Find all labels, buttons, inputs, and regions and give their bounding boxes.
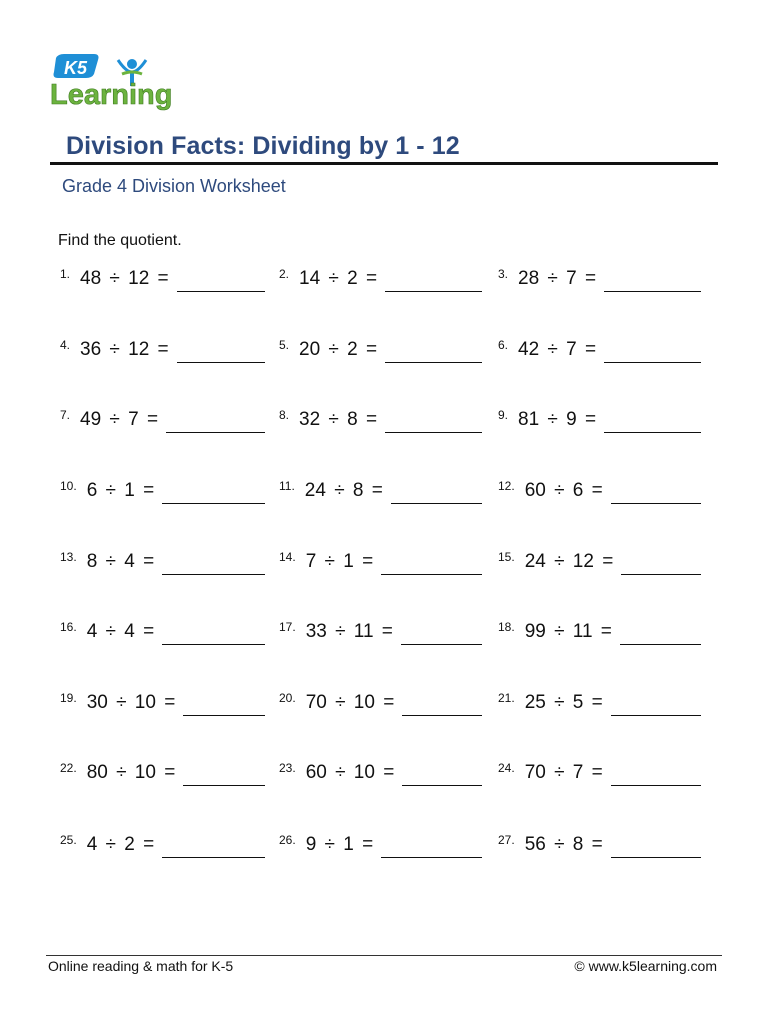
problem-item bbox=[60, 834, 265, 864]
problem-expression: 6 ÷ 1 = bbox=[86, 480, 155, 501]
problem-item bbox=[279, 692, 482, 722]
problem-expression: 28 ÷ 7 = bbox=[518, 268, 597, 289]
problem-number: 22. bbox=[60, 761, 77, 775]
problem-expression: 24 ÷ 12 = bbox=[524, 551, 614, 572]
problem-item bbox=[498, 480, 701, 510]
problem-expression: 81 ÷ 9 = bbox=[518, 409, 597, 430]
answer-blank[interactable] bbox=[402, 784, 482, 786]
problem-number: 1. bbox=[60, 267, 71, 281]
problem-expression: 80 ÷ 10 = bbox=[86, 762, 176, 783]
problem-expression: 49 ÷ 7 = bbox=[80, 409, 159, 430]
problem-item bbox=[60, 339, 265, 369]
problem-expression: 42 ÷ 7 = bbox=[518, 339, 597, 360]
problem-expression: 8 ÷ 4 = bbox=[86, 551, 155, 572]
problem-number: 3. bbox=[498, 267, 509, 281]
problem-number: 10. bbox=[60, 479, 77, 493]
answer-blank[interactable] bbox=[385, 361, 482, 363]
answer-blank[interactable] bbox=[381, 856, 482, 858]
problem-item bbox=[60, 551, 265, 581]
problem-number: 25. bbox=[60, 833, 77, 847]
problem-item bbox=[60, 409, 265, 439]
problem-number: 15. bbox=[498, 550, 515, 564]
problem-item bbox=[498, 268, 701, 298]
k5-learning-logo bbox=[48, 52, 188, 112]
problem-expression: 60 ÷ 10 = bbox=[305, 762, 395, 783]
footer-tagline: Online reading & math for K-5 bbox=[48, 958, 234, 974]
problem-expression: 20 ÷ 2 = bbox=[299, 339, 378, 360]
problem-number: 5. bbox=[279, 338, 290, 352]
answer-blank[interactable] bbox=[385, 431, 482, 433]
problem-expression: 48 ÷ 12 = bbox=[80, 268, 169, 289]
problem-expression: 60 ÷ 6 = bbox=[524, 480, 603, 501]
problem-item bbox=[60, 762, 265, 792]
problem-item bbox=[279, 409, 482, 439]
answer-blank[interactable] bbox=[183, 714, 265, 716]
answer-blank[interactable] bbox=[620, 643, 701, 645]
answer-blank[interactable] bbox=[162, 643, 265, 645]
answer-blank[interactable] bbox=[621, 573, 701, 575]
answer-blank[interactable] bbox=[162, 573, 265, 575]
footer-website: © www.k5learning.com bbox=[574, 958, 717, 974]
answer-blank[interactable] bbox=[162, 502, 265, 504]
worksheet-title: Division Facts: Dividing by 1 - 12 bbox=[66, 132, 460, 160]
problem-number: 14. bbox=[279, 550, 296, 564]
problem-number: 2. bbox=[279, 267, 290, 281]
problem-expression: 4 ÷ 4 = bbox=[86, 621, 155, 642]
problem-item bbox=[279, 621, 482, 651]
answer-blank[interactable] bbox=[162, 856, 265, 858]
problem-number: 12. bbox=[498, 479, 515, 493]
problem-expression: 70 ÷ 10 = bbox=[305, 692, 395, 713]
problem-item bbox=[279, 268, 482, 298]
problem-item bbox=[60, 268, 265, 298]
answer-blank[interactable] bbox=[611, 856, 701, 858]
problem-expression: 9 ÷ 1 = bbox=[305, 834, 374, 855]
problem-expression: 25 ÷ 5 = bbox=[524, 692, 603, 713]
problem-item bbox=[498, 551, 701, 581]
problem-item bbox=[60, 621, 265, 651]
problem-item bbox=[279, 834, 482, 864]
problem-item bbox=[279, 480, 482, 510]
answer-blank[interactable] bbox=[402, 714, 482, 716]
problem-expression: 99 ÷ 11 = bbox=[524, 621, 612, 642]
problem-number: 20. bbox=[279, 691, 296, 705]
problem-number: 17. bbox=[279, 620, 296, 634]
problem-item bbox=[60, 480, 265, 510]
problem-expression: 30 ÷ 10 = bbox=[86, 692, 176, 713]
answer-blank[interactable] bbox=[166, 431, 265, 433]
answer-blank[interactable] bbox=[391, 502, 482, 504]
problem-item bbox=[279, 762, 482, 792]
answer-blank[interactable] bbox=[381, 573, 482, 575]
problem-item bbox=[498, 621, 701, 651]
problem-number: 9. bbox=[498, 408, 509, 422]
problem-expression: 7 ÷ 1 = bbox=[305, 551, 374, 572]
problem-item bbox=[498, 762, 701, 792]
answer-blank[interactable] bbox=[183, 784, 265, 786]
answer-blank[interactable] bbox=[385, 290, 482, 292]
problem-item bbox=[279, 339, 482, 369]
problem-expression: 32 ÷ 8 = bbox=[299, 409, 378, 430]
answer-blank[interactable] bbox=[177, 290, 265, 292]
problem-expression: 14 ÷ 2 = bbox=[299, 268, 378, 289]
problem-expression: 56 ÷ 8 = bbox=[524, 834, 603, 855]
problem-number: 27. bbox=[498, 833, 515, 847]
problem-number: 4. bbox=[60, 338, 71, 352]
problem-number: 16. bbox=[60, 620, 77, 634]
problem-item bbox=[498, 692, 701, 722]
answer-blank[interactable] bbox=[401, 643, 482, 645]
problem-expression: 36 ÷ 12 = bbox=[80, 339, 169, 360]
problem-number: 19. bbox=[60, 691, 77, 705]
answer-blank[interactable] bbox=[604, 361, 701, 363]
problem-number: 11. bbox=[279, 479, 295, 493]
problem-item bbox=[279, 551, 482, 581]
problem-expression: 33 ÷ 11 = bbox=[305, 621, 393, 642]
problem-item bbox=[60, 692, 265, 722]
problem-expression: 70 ÷ 7 = bbox=[524, 762, 603, 783]
problem-number: 21. bbox=[498, 691, 515, 705]
problem-number: 18. bbox=[498, 620, 515, 634]
problem-item bbox=[498, 409, 701, 439]
logo-k5-text: K5 bbox=[64, 58, 88, 78]
problem-number: 13. bbox=[60, 550, 77, 564]
answer-blank[interactable] bbox=[604, 290, 701, 292]
answer-blank[interactable] bbox=[611, 502, 701, 504]
problem-item bbox=[498, 339, 701, 369]
problem-number: 24. bbox=[498, 761, 515, 775]
answer-blank[interactable] bbox=[611, 784, 701, 786]
logo-learning-text: Learning bbox=[50, 79, 173, 111]
problem-item bbox=[498, 834, 701, 864]
problem-number: 8. bbox=[279, 408, 290, 422]
problem-number: 6. bbox=[498, 338, 509, 352]
answer-blank[interactable] bbox=[177, 361, 265, 363]
answer-blank[interactable] bbox=[611, 714, 701, 716]
problem-number: 7. bbox=[60, 408, 71, 422]
problem-number: 23. bbox=[279, 761, 296, 775]
worksheet-subtitle: Grade 4 Division Worksheet bbox=[62, 176, 286, 196]
problem-number: 26. bbox=[279, 833, 296, 847]
problem-expression: 4 ÷ 2 = bbox=[86, 834, 155, 855]
problem-expression: 24 ÷ 8 = bbox=[304, 480, 383, 501]
answer-blank[interactable] bbox=[604, 431, 701, 433]
instruction-text: Find the quotient. bbox=[58, 232, 182, 249]
title-divider bbox=[50, 162, 718, 165]
footer-divider bbox=[46, 955, 722, 956]
